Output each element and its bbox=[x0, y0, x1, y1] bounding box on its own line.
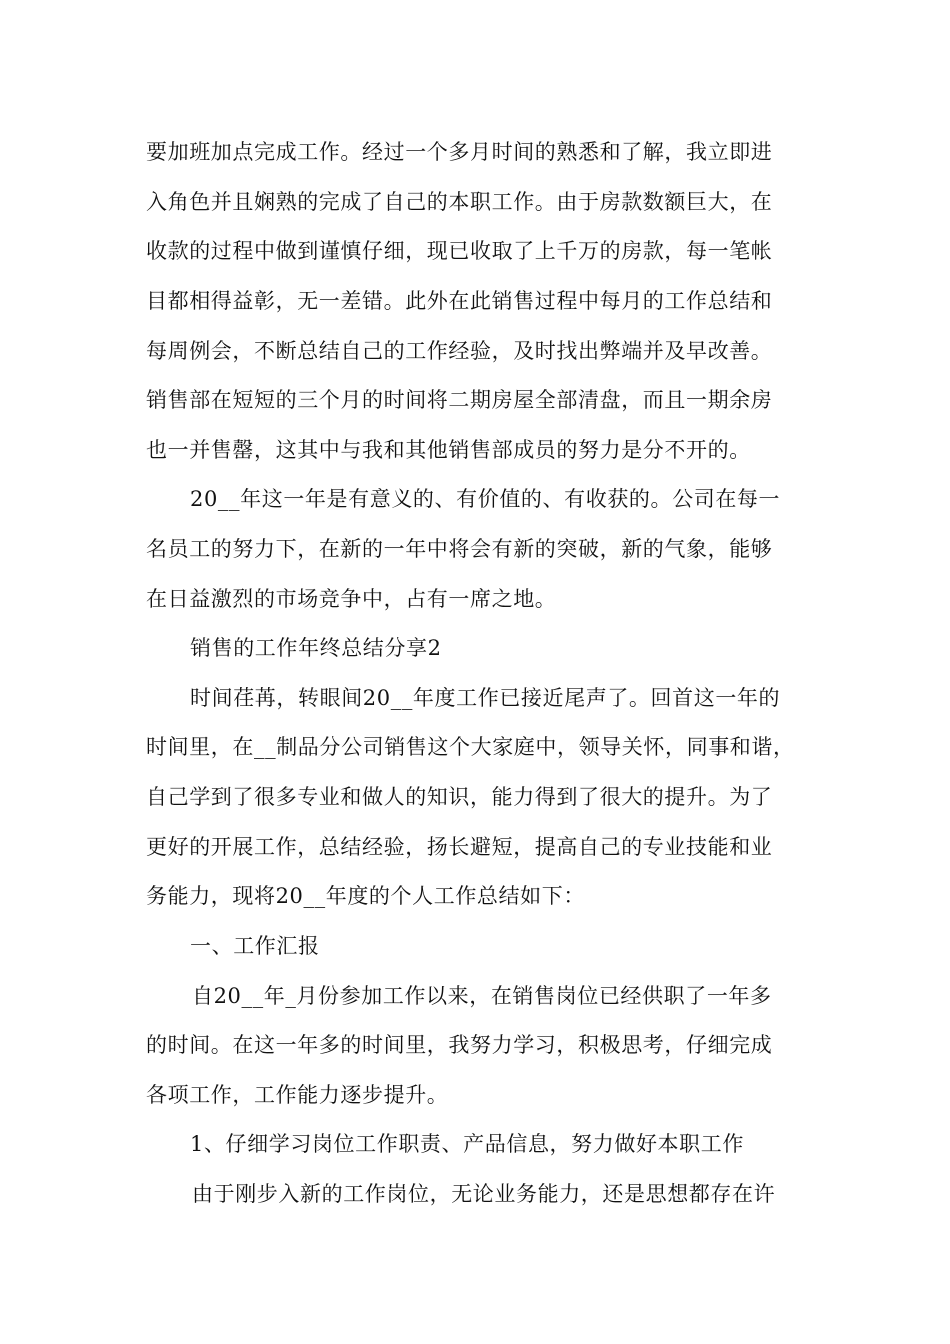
paragraph-line: 也一并售罄，这其中与我和其他销售部成员的努力是分不开的。 bbox=[146, 438, 751, 462]
paragraph-line: 自己学到了很多专业和做人的知识，能力得到了很大的提升。为了 bbox=[146, 785, 773, 809]
paragraph-line: 销售部在短短的三个月的时间将二期房屋全部清盘，而且一期余房 bbox=[146, 388, 773, 412]
paragraph-line: 名员工的努力下，在新的一年中将会有新的突破，新的气象，能够 bbox=[146, 537, 773, 561]
paragraph-line: 20__年这一年是有意义的、有价值的、有收获的。公司在每一 bbox=[190, 487, 781, 511]
paragraph-line: 时间荏苒，转眼间20__年度工作已接近尾声了。回首这一年的 bbox=[190, 686, 781, 710]
paragraph-line: 由于刚步入新的工作岗位，无论业务能力，还是思想都存在许 bbox=[192, 1182, 776, 1206]
paragraph-line: 各项工作，工作能力逐步提升。 bbox=[146, 1083, 449, 1107]
paragraph-line: 在日益激烈的市场竞争中，占有一席之地。 bbox=[146, 587, 557, 611]
paragraph-line: 每周例会，不断总结自己的工作经验，及时找出弊端并及早改善。 bbox=[146, 339, 773, 363]
paragraph-line: 的时间。在这一年多的时间里，我努力学习，积极思考，仔细完成 bbox=[146, 1033, 773, 1057]
section-heading: 销售的工作年终总结分享2 bbox=[190, 636, 442, 660]
paragraph-line: 自20__年_月份参加工作以来，在销售岗位已经供职了一年多 bbox=[192, 984, 772, 1008]
list-item-heading: 1、仔细学习岗位工作职责、产品信息，努力做好本职工作 bbox=[190, 1132, 744, 1156]
paragraph-line: 入角色并且娴熟的完成了自己的本职工作。由于房款数额巨大，在 bbox=[146, 190, 773, 214]
paragraph-line: 更好的开展工作，总结经验，扬长避短，提高自己的专业技能和业 bbox=[146, 835, 773, 859]
paragraph-line: 务能力，现将20__年度的个人工作总结如下： bbox=[146, 884, 585, 908]
paragraph-line: 时间里，在__制品分公司销售这个大家庭中，领导关怀，同事和谐， bbox=[146, 735, 795, 759]
paragraph-line: 收款的过程中做到谨慎仔细，现已收取了上千万的房款，每一笔帐 bbox=[146, 239, 773, 263]
subsection-heading: 一、工作汇报 bbox=[190, 934, 320, 958]
paragraph-line: 要加班加点完成工作。经过一个多月时间的熟悉和了解，我立即进 bbox=[146, 140, 773, 164]
paragraph-line: 目都相得益彰，无一差错。此外在此销售过程中每月的工作总结和 bbox=[146, 289, 773, 313]
